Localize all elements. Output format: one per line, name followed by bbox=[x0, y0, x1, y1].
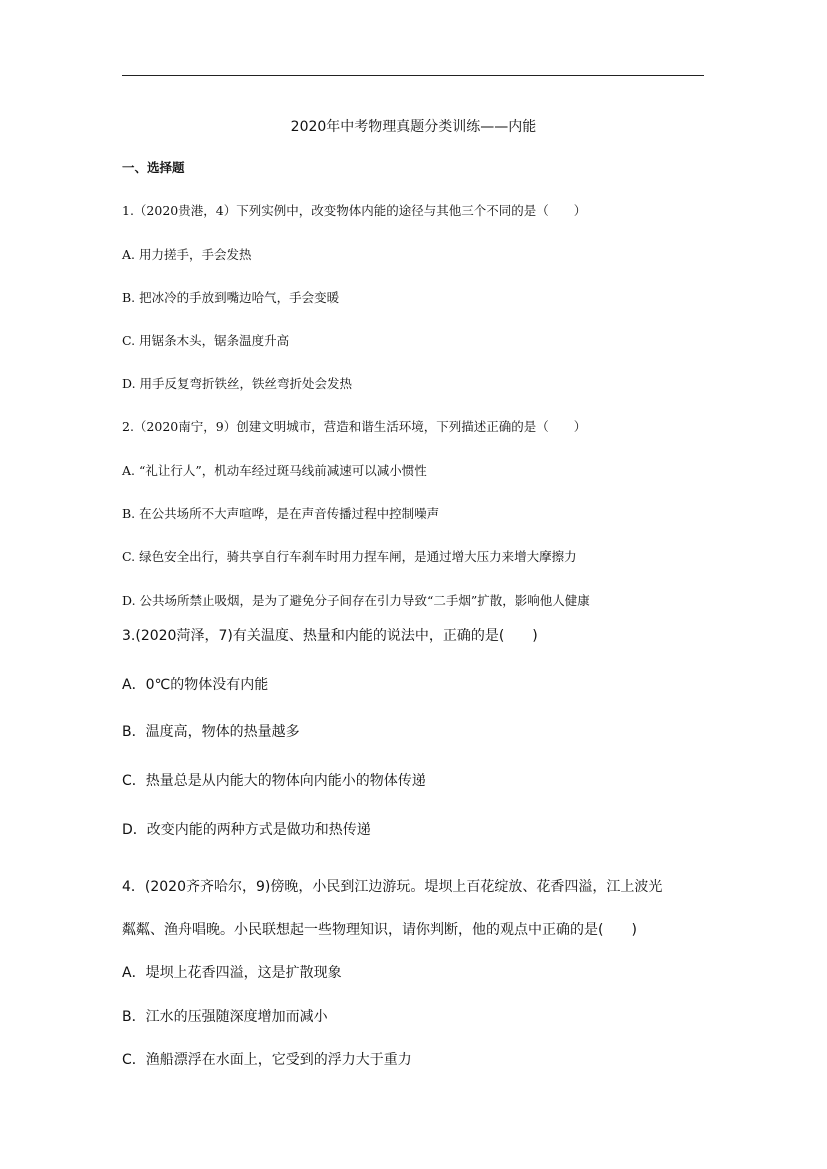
header-rule bbox=[122, 75, 704, 76]
question-4-option-b: B．江水的压强随深度增加而减小 bbox=[122, 1009, 328, 1025]
question-4-stem-line-1: 4．(2020齐齐哈尔，9)傍晚，小民到江边游玩。堤坝上百花绽放、花香四溢，江上波光 bbox=[122, 879, 663, 895]
question-2-option-b: B. 在公共场所不大声喧哗，是在声音传播过程中控制噪声 bbox=[122, 506, 440, 521]
question-1-option-a: A. 用力搓手，手会发热 bbox=[122, 247, 252, 262]
question-1-option-d: D. 用手反复弯折铁丝，铁丝弯折处会发热 bbox=[122, 376, 353, 391]
question-4-option-a: A．堤坝上花香四溢，这是扩散现象 bbox=[122, 965, 342, 981]
question-2-stem: 2.（2020南宁，9）创建文明城市，营造和谐生活环境，下列描述正确的是（ ） bbox=[122, 419, 587, 434]
question-1-stem: 1.（2020贵港，4）下列实例中，改变物体内能的途径与其他三个不同的是（ ） bbox=[122, 203, 587, 218]
question-3-option-d: D．改变内能的两种方式是做功和热传递 bbox=[122, 822, 371, 838]
question-4-option-c: C．渔船漂浮在水面上，它受到的浮力大于重力 bbox=[122, 1052, 412, 1068]
question-1-option-c: C. 用锯条木头，锯条温度升高 bbox=[122, 333, 290, 348]
question-1-option-b: B. 把冰冷的手放到嘴边哈气，手会变暖 bbox=[122, 290, 340, 305]
question-3-stem: 3.(2020菏泽，7)有关温度、热量和内能的说法中，正确的是( ) bbox=[122, 628, 538, 644]
question-3-option-b: B．温度高，物体的热量越多 bbox=[122, 724, 300, 740]
question-3-option-a: A．0℃的物体没有内能 bbox=[122, 677, 269, 693]
question-3-option-c: C．热量总是从内能大的物体向内能小的物体传递 bbox=[122, 773, 426, 789]
question-4-stem-line-2: 粼粼、渔舟唱晚。小民联想起一些物理知识，请你判断，他的观点中正确的是( ) bbox=[122, 922, 637, 938]
question-2-option-c: C. 绿色安全出行，骑共享自行车刹车时用力捏车闸，是通过增大压力来增大摩擦力 bbox=[122, 549, 577, 564]
section-heading: 一、选择题 bbox=[122, 160, 185, 175]
question-2-option-d: D. 公共场所禁止吸烟，是为了避免分子间存在引力导致“二手烟”扩散，影响他人健康 bbox=[122, 593, 590, 608]
question-2-option-a: A. “礼让行人”，机动车经过斑马线前减速可以减小惯性 bbox=[122, 463, 427, 478]
document-title: 2020年中考物理真题分类训练——内能 bbox=[290, 119, 537, 135]
